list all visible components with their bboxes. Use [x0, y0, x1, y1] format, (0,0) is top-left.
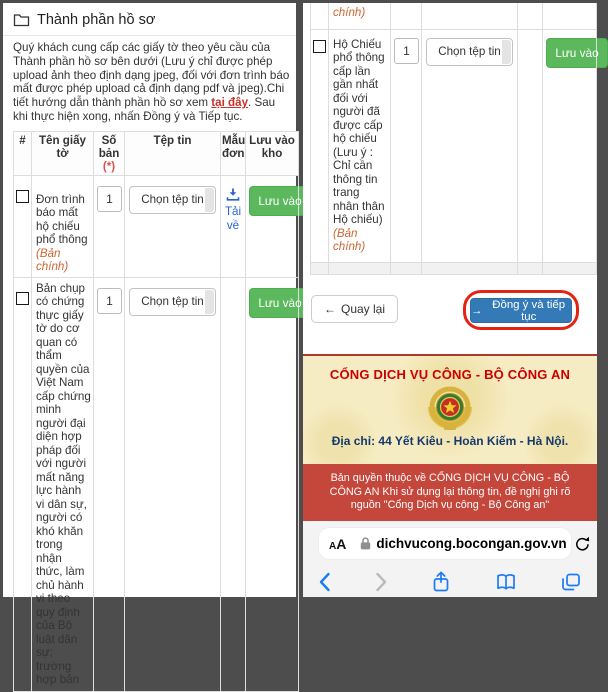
copyright-bar: Bản quyền thuộc về CỔNG DỊCH VỤ CÔNG - BỘ CÔNG AN Khi sử dụng lại thông tin, đề nghị ghi rõ nguồn "Cổng Dịch vụ công - Bộ Công an": [303, 464, 597, 521]
huong-dan-link[interactable]: tại đây: [211, 96, 249, 110]
file-input-cap: [205, 290, 214, 314]
row-checkbox[interactable]: [313, 40, 326, 53]
file-input-cap: [502, 40, 511, 64]
save-to-storage-button[interactable]: Lưu vào: [546, 38, 608, 68]
choose-file-button[interactable]: [129, 288, 216, 316]
back-chevron-icon[interactable]: [318, 572, 331, 592]
document-name-text: Đơn trình báo mất hộ chiếu phổ thông: [36, 192, 88, 247]
col-form: Mẫu đơn: [221, 131, 246, 175]
file-input-cap: [205, 188, 214, 212]
save-to-storage-button[interactable]: Lưu vào: [249, 288, 311, 318]
choose-file-button[interactable]: [129, 186, 216, 214]
download-label: Tải về: [224, 204, 242, 232]
portal-footer-banner: [303, 354, 597, 464]
col-num: #: [14, 131, 32, 175]
left-screenshot-panel: [3, 3, 302, 687]
col-store: Lưu vào kho: [246, 131, 299, 175]
choose-file-label: Chọn tệp tin: [438, 45, 501, 58]
download-form-link[interactable]: [221, 188, 245, 233]
choose-file-label: Chọn tệp tin: [141, 295, 204, 309]
section-title: Thành phần hồ sơ: [37, 12, 156, 28]
back-button[interactable]: [311, 295, 398, 323]
copies-input[interactable]: [97, 186, 122, 212]
document-name-text: Bản chụp có chứng thực giấy tờ do cơ quan có thẩm quyền của Việt Nam cấp chứng minh người đại diện hợp pháp đối với người mất năng lực hành vi dân sự, người có khó khăn trong nhận thức, làm chủ hành vi theo quy định của Bộ luật dân sự; trường hợp bản: [36, 281, 91, 687]
documents-table: [13, 131, 302, 692]
table-row-tail: [311, 3, 597, 29]
continue-arrow-icon: →: [471, 304, 483, 317]
tabs-icon[interactable]: [560, 572, 582, 592]
col-file: Tệp tin: [125, 131, 221, 175]
table-header-row: [14, 131, 299, 175]
documents-table-continued: [310, 3, 597, 275]
row-checkbox[interactable]: [16, 190, 29, 203]
col-copies-label: Số bản: [98, 133, 120, 160]
choose-file-button[interactable]: [426, 38, 513, 66]
address-bar[interactable]: [319, 528, 571, 559]
copies-input[interactable]: [394, 38, 419, 64]
document-name-note: (Bản chính): [36, 246, 69, 274]
col-copies: [94, 131, 125, 175]
section-header: [3, 3, 296, 36]
folder-icon: [13, 13, 30, 27]
document-name: [32, 176, 93, 277]
portal-address: Địa chỉ: 44 Yết Kiêu - Hoàn Kiếm - Hà Nội.: [331, 434, 569, 448]
table-row: [14, 277, 299, 691]
bookmarks-icon[interactable]: [495, 572, 517, 592]
share-icon[interactable]: [431, 571, 451, 593]
table-row: [14, 175, 299, 277]
lock-icon: [360, 537, 371, 550]
safari-toolbar: [303, 567, 597, 597]
save-to-storage-button[interactable]: Lưu vào: [249, 186, 311, 216]
reload-icon[interactable]: [575, 536, 590, 552]
continue-button[interactable]: [470, 298, 572, 323]
continue-button-label: Đồng ý và tiếp tục: [492, 298, 566, 323]
table-row-stripe: [311, 262, 597, 274]
text-size-control[interactable]: AA: [329, 535, 347, 552]
document-name-text: Hộ Chiếu phổ thông cấp lần gần nhất đối với người đã được cấp hộ chiếu (Lưu ý : Chỉ cần thông tin trang nhân thân Hộ chiếu): [333, 37, 385, 226]
public-security-emblem-icon: [424, 386, 476, 432]
safari-browser-chrome: [303, 521, 597, 597]
document-name-note: chính): [333, 6, 366, 19]
intro-text: [13, 41, 290, 124]
back-button-label: Quay lại: [341, 302, 386, 316]
document-name: [32, 278, 93, 691]
intro-after: . Sau khi thực hiện xong, nhấn Đồng ý và Tiếp tục.: [13, 96, 276, 123]
copies-input[interactable]: [97, 288, 122, 314]
download-icon: [226, 188, 240, 201]
table-row: [311, 29, 597, 262]
url-group: [360, 536, 566, 551]
forward-chevron-icon[interactable]: [375, 572, 388, 592]
portal-title: CỔNG DỊCH VỤ CÔNG - BỘ CÔNG AN: [329, 367, 571, 382]
required-marker: (*): [102, 159, 116, 173]
intro-before: Quý khách cung cấp các giấy tờ theo yêu cầu của Thành phần hồ sơ bên dưới (Lưu ý chỉ được phép upload ảnh theo định dạng jpeg, đối với đơn trình báo mất được phép upload cả định dạng pdf và jpeg).Chi tiết hướng dẫn thành phần hồ sơ xem: [13, 41, 290, 110]
col-name: Tên giấy tờ: [32, 131, 94, 175]
right-screenshot-panel: [303, 3, 597, 597]
document-name: [329, 30, 390, 262]
back-arrow-icon: ←: [324, 302, 336, 316]
choose-file-label: Chọn tệp tin: [141, 193, 204, 207]
url-text: dichvucong.bocongan.gov.vn: [376, 536, 567, 551]
row-checkbox[interactable]: [16, 292, 29, 305]
document-name-note: (Bản chính): [333, 226, 366, 253]
